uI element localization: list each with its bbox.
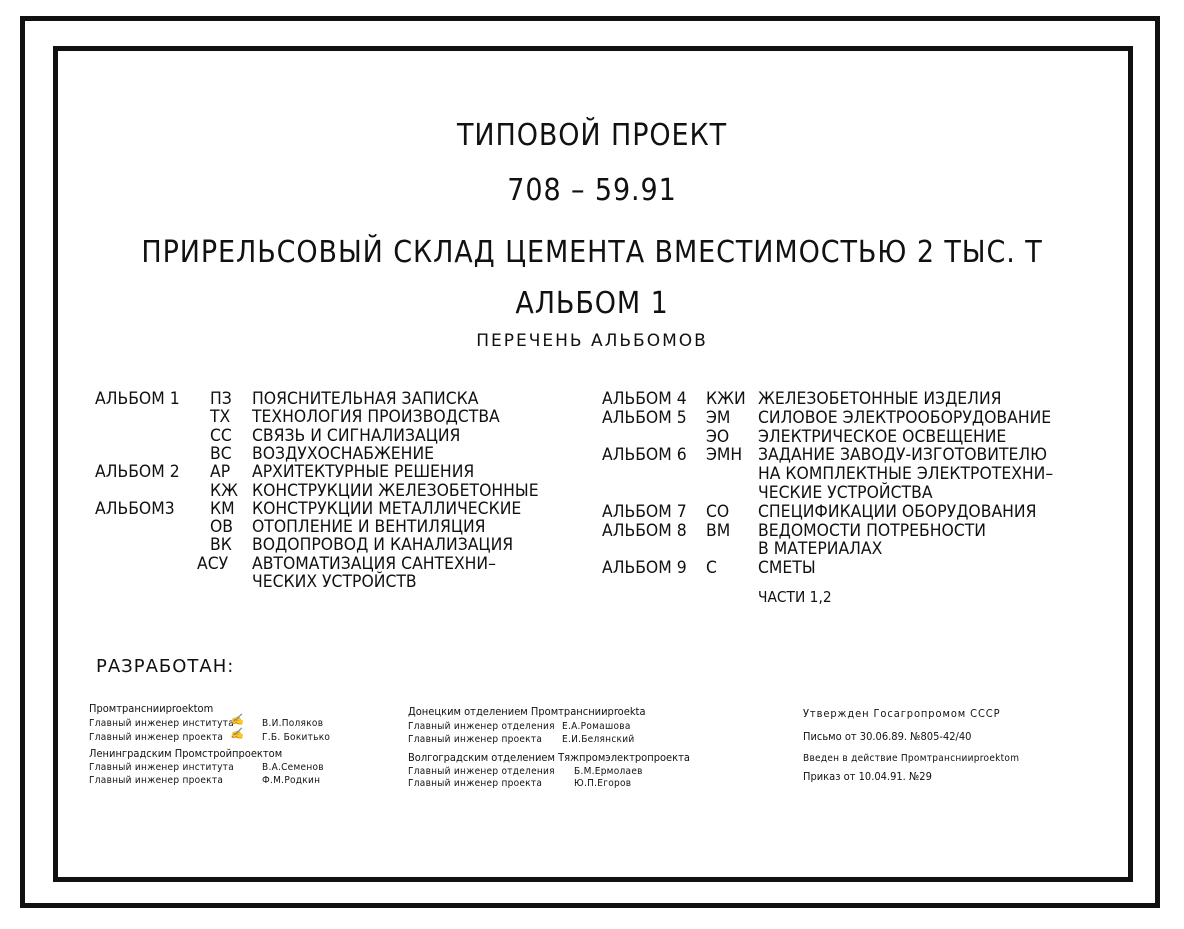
approval-line4: Приказ от 10.04.91. №29 [803, 770, 932, 783]
album-name: СПЕЦИФИКАЦИИ ОБОРУДОВАНИЯ [758, 501, 1037, 522]
org4-person2: Ю.П.Егоров [574, 778, 632, 789]
album-number: АЛЬБОМ 1 [515, 286, 669, 321]
album-name: АРХИТЕКТУРНЫЕ РЕШЕНИЯ [252, 462, 475, 483]
album-code: ЭМН [706, 445, 743, 466]
approval-line2: Письмо от 30.06.89. №805-42/40 [803, 730, 972, 743]
album-album: АЛЬБОМ 9 [602, 558, 687, 579]
album-name: ОТОПЛЕНИЕ И ВЕНТИЛЯЦИЯ [252, 517, 486, 538]
org3-role2: Главный инженер проекта [408, 734, 543, 745]
org2-person2: Ф.М.Родкин [262, 775, 321, 786]
developed-label: РАЗРАБОТАН: [96, 656, 235, 677]
org3-name: Донецким отделением Промтранснииproekta [408, 705, 646, 718]
org1-role1: Главный инженер института [89, 718, 234, 729]
album-album: АЛЬБОМ 8 [602, 520, 687, 541]
album-name: ЭЛЕКТРИЧЕСКОЕ ОСВЕЩЕНИЕ [758, 426, 1007, 447]
album-name: ВОЗДУХОСНАБЖЕНИЕ [252, 443, 435, 464]
org2-name: Ленинградским Промстройпроектом [89, 747, 283, 760]
org1-name: Промтранснииproektom [89, 702, 214, 715]
org4-name: Волгоградским отделением Тяжпромэлектропроекта [408, 751, 690, 764]
org3-person1: Е.А.Ромашова [562, 721, 631, 732]
album-name: ЧЕСКИЕ УСТРОЙСТВА [758, 483, 933, 503]
album-code: СО [706, 501, 730, 522]
album-code: ВК [210, 535, 232, 556]
org2-role2: Главный инженер проекта [89, 775, 224, 786]
album-name: ЧЕСКИХ УСТРОЙСТВ [252, 572, 417, 592]
album-album: АЛЬБОМ 1 [95, 389, 180, 409]
album-code: СС [210, 425, 232, 446]
album-code: ВМ [706, 520, 731, 541]
album-code: ОВ [210, 517, 234, 538]
album-name: СВЯЗЬ И СИГНАЛИЗАЦИЯ [252, 425, 461, 446]
project-name: ПРИРЕЛЬСОВЫЙ СКЛАД ЦЕМЕНТА ВМЕСТИМОСТЬЮ 2 ТЫС. Т [141, 235, 1043, 270]
approval-line1: Утвержден Госагропромом СССР [803, 707, 1001, 720]
album-album: АЛЬБОМ 4 [602, 389, 687, 409]
org3-role1: Главный инженер отделения [408, 721, 555, 732]
album-name: ЗАДАНИЕ ЗАВОДУ-ИЗГОТОВИТЕЛЮ [758, 445, 1048, 466]
album-name: ЖЕЛЕЗОБЕТОННЫЕ ИЗДЕЛИЯ [758, 389, 1002, 409]
list-title: ПЕРЕЧЕНЬ АЛЬБОМОВ [476, 331, 708, 351]
album-name: КОНСТРУКЦИИ ЖЕЛЕЗОБЕТОННЫЕ [252, 480, 539, 501]
album-code: ТХ [210, 407, 231, 428]
approval-line3: Введен в действие Промтранснииproektom [803, 753, 1020, 764]
album-name: В МАТЕРИАЛАХ [758, 539, 883, 560]
org4-role2: Главный инженер проекта [408, 778, 543, 789]
album-name: АВТОМАТИЗАЦИЯ САНТЕХНИ– [252, 553, 496, 574]
album-code: АР [210, 462, 231, 483]
org2-role1: Главный инженер института [89, 762, 234, 773]
album-code: ЭМ [706, 407, 731, 428]
album-code: ВС [210, 443, 232, 464]
album-name: ПОЯСНИТЕЛЬНАЯ ЗАПИСКА [252, 389, 479, 409]
album-album: АЛЬБОМ 5 [602, 407, 687, 428]
album-album: АЛЬБОМ 7 [602, 501, 687, 522]
album-album: АЛЬБОМ 6 [602, 445, 687, 466]
org4-role1: Главный инженер отделения [408, 766, 555, 777]
album-name: ВОДОПРОВОД И КАНАЛИЗАЦИЯ [252, 535, 514, 556]
album-album: АЛЬБОМ3 [95, 498, 175, 519]
org1-person1: В.И.Поляков [262, 718, 324, 729]
album-code: КЖ [210, 480, 238, 501]
album-code: С [706, 558, 717, 579]
album-code: АСУ [197, 553, 229, 574]
org4-person1: Б.М.Ермолаев [574, 766, 643, 777]
signature-1: ✍ [230, 713, 244, 726]
album-name: ВЕДОМОСТИ ПОТРЕБНОСТИ [758, 520, 987, 541]
org2-person1: В.А.Семенов [262, 762, 324, 773]
album-name: КОНСТРУКЦИИ МЕТАЛЛИЧЕСКИЕ [252, 498, 522, 519]
album-name: СИЛОВОЕ ЭЛЕКТРООБОРУДОВАНИЕ [758, 407, 1052, 428]
album-album: АЛЬБОМ 2 [95, 462, 180, 483]
album-code: ЭО [706, 426, 730, 447]
doc-title: ТИПОВОЙ ПРОЕКТ [457, 118, 727, 153]
album-name: СМЕТЫ [758, 558, 816, 579]
album-code: ПЗ [210, 389, 232, 409]
org1-person2: Г.Б. Бокитько [262, 732, 331, 743]
album-name: ЧАСТИ 1,2 [758, 588, 832, 606]
album-name: НА КОМПЛЕКТНЫЕ ЭЛЕКТРОТЕХНИ– [758, 464, 1054, 485]
project-number: 708 – 59.91 [507, 173, 677, 208]
org3-person2: Е.И.Белянский [562, 734, 635, 745]
album-code: КЖИ [706, 389, 746, 409]
album-name: ТЕХНОЛОГИЯ ПРОИЗВОДСТВА [252, 407, 500, 428]
org1-role2: Главный инженер проекта [89, 732, 224, 743]
album-code: КМ [210, 498, 235, 519]
signature-2: ✍ [230, 727, 244, 740]
